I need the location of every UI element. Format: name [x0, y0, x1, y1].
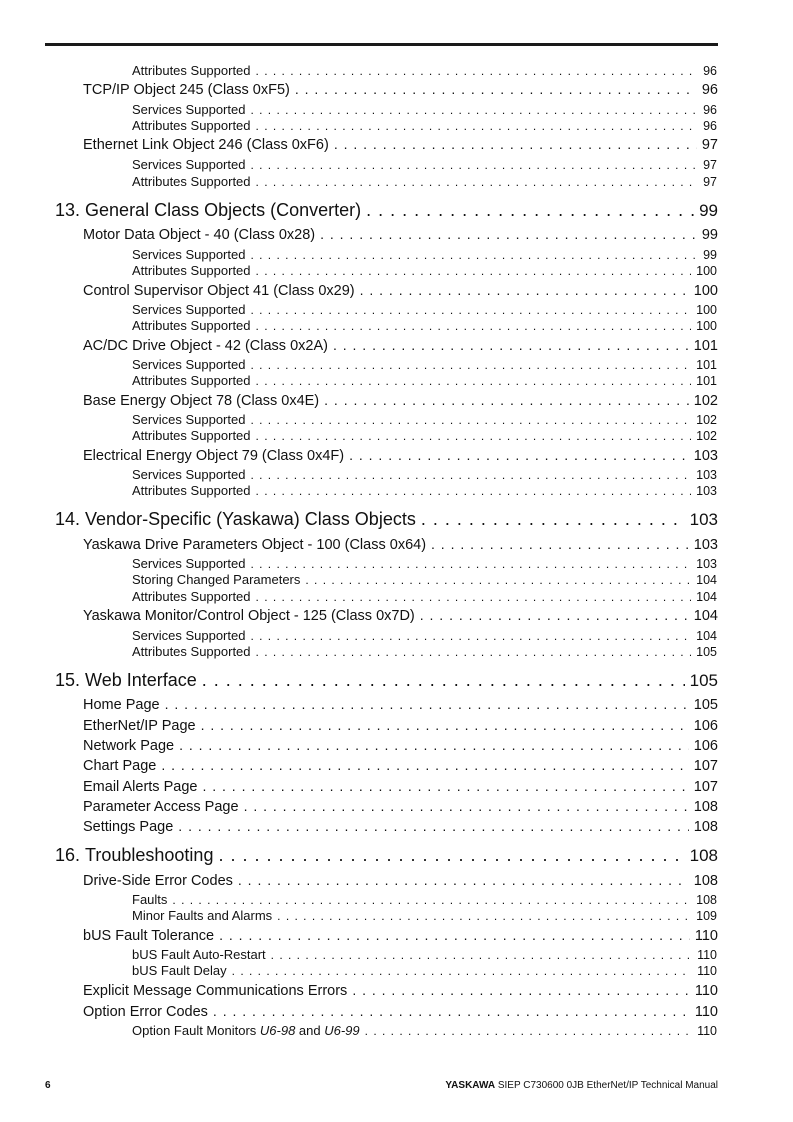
toc-entry-title: Settings Page — [83, 819, 174, 835]
toc-page-number: 102 — [696, 429, 717, 443]
toc-entry-title: Control Supervisor Object 41 (Class 0x29) — [83, 283, 355, 299]
toc-entry-title: Attributes Supported — [132, 174, 251, 189]
toc-entry-title: Storing Changed Parameters — [132, 572, 301, 587]
toc-entry[interactable] — [132, 483, 717, 499]
toc-page-number: 105 — [689, 671, 718, 690]
toc-entry[interactable] — [83, 226, 718, 244]
toc-leader — [256, 264, 692, 278]
toc-leader — [250, 303, 691, 317]
toc-page-number: 96 — [703, 119, 717, 133]
toc-page-number: 108 — [693, 819, 718, 835]
toc-page-number: 107 — [693, 758, 718, 774]
toc-leader — [256, 175, 699, 189]
toc-entry[interactable] — [83, 696, 718, 714]
toc-entry-title: EtherNet/IP Page — [83, 718, 196, 734]
toc-leader — [232, 964, 692, 978]
monitor-code: U6-98 — [259, 1023, 296, 1038]
toc-entry-title: Parameter Access Page — [83, 799, 239, 815]
toc-leader — [201, 717, 689, 733]
toc-entry-title: Services Supported — [132, 628, 246, 643]
toc-entry[interactable] — [83, 1003, 718, 1021]
toc-page-number: 97 — [701, 137, 718, 153]
toc-entry-title-prefix: Option Fault Monitors — [132, 1023, 260, 1038]
toc-leader — [172, 893, 691, 907]
toc-page-number: 99 — [699, 201, 718, 220]
toc-entry[interactable] — [132, 1023, 717, 1039]
toc-leader — [256, 319, 692, 333]
toc-leader — [360, 282, 689, 298]
toc-leader — [305, 573, 691, 587]
toc-entry[interactable] — [132, 247, 717, 263]
toc-entry-title: Yaskawa Monitor/Control Object - 125 (Class 0x7D) — [83, 608, 415, 624]
toc-leader — [431, 536, 689, 552]
toc-entry[interactable] — [83, 392, 718, 410]
toc-entry[interactable] — [83, 717, 718, 735]
toc-entry-title: Services Supported — [132, 412, 246, 427]
monitor-code: U6-99 — [324, 1023, 360, 1038]
toc-page-number: 110 — [697, 1024, 717, 1038]
toc-entry-title: Base Energy Object 78 (Class 0x4E) — [83, 393, 320, 409]
toc-leader — [161, 757, 688, 773]
toc-entry-title: Attributes Supported — [132, 644, 251, 659]
toc-entry[interactable] — [132, 908, 717, 924]
toc-entry[interactable] — [132, 947, 717, 963]
toc-entry-title: Yaskawa Drive Parameters Object - 100 (Class 0x64) — [83, 537, 427, 553]
toc-leader — [250, 468, 691, 482]
toc-entry-title: TCP/IP Object 245 (Class 0xF5) — [83, 82, 290, 98]
toc-entry-title: bUS Fault Auto-Restart — [132, 947, 266, 962]
toc-entry[interactable] — [132, 373, 717, 389]
toc-entry[interactable] — [83, 872, 718, 890]
toc-entry[interactable] — [132, 263, 717, 279]
toc-leader — [250, 103, 698, 117]
footer-brand: YASKAWA — [445, 1080, 496, 1091]
toc-page-number: 106 — [693, 738, 718, 754]
toc-page-number: 110 — [697, 964, 717, 978]
toc-entry[interactable] — [132, 157, 717, 173]
toc-leader — [244, 798, 689, 814]
toc-leader — [421, 509, 685, 530]
toc-entry[interactable] — [132, 644, 717, 660]
toc-page-number: 99 — [701, 227, 718, 243]
toc-entry-title: Services Supported — [132, 467, 246, 482]
toc-entry-title: Chart Page — [83, 758, 157, 774]
chapter-number: 15. — [55, 670, 81, 690]
toc-page-number: 108 — [693, 873, 718, 889]
toc-page-number: 101 — [696, 358, 717, 372]
toc-page-number: 101 — [696, 374, 717, 388]
chapter-number: 14. — [55, 509, 81, 529]
toc-entry-title: Faults — [132, 892, 168, 907]
toc-entry-title: Home Page — [83, 697, 160, 713]
toc-leader — [256, 429, 692, 443]
toc-page-number: 107 — [693, 779, 718, 795]
toc-page-number: 104 — [693, 608, 718, 624]
toc-entry[interactable] — [132, 628, 717, 644]
toc-entry[interactable] — [83, 337, 718, 355]
toc-page-number: 110 — [694, 928, 718, 944]
toc-entry-title-mid: and — [295, 1023, 325, 1038]
chapter-number: 16. — [55, 845, 81, 865]
toc-entry-title: AC/DC Drive Object - 42 (Class 0x2A) — [83, 338, 328, 354]
toc-leader — [420, 607, 689, 623]
toc-entry[interactable] — [132, 428, 717, 444]
toc-entry-title: Attributes Supported — [132, 318, 251, 333]
toc-entry[interactable] — [83, 447, 718, 465]
toc-entry-title: Web Interface — [85, 670, 197, 690]
toc-entry[interactable] — [83, 737, 718, 755]
toc-leader — [333, 337, 689, 353]
toc-entry[interactable] — [83, 757, 718, 775]
toc-leader — [271, 948, 692, 962]
toc-page-number: 96 — [703, 64, 717, 78]
toc-leader — [250, 413, 691, 427]
toc-entry-title: Services Supported — [132, 556, 246, 571]
toc-entry[interactable] — [132, 302, 717, 318]
toc-leader — [365, 1024, 692, 1038]
toc-page-number: 103 — [689, 510, 718, 529]
toc-page-number: 103 — [696, 484, 717, 498]
toc-chapter[interactable] — [55, 509, 718, 531]
toc-leader — [250, 158, 698, 172]
toc-leader — [238, 872, 689, 888]
toc-entry[interactable] — [83, 81, 718, 99]
toc-entry-title: bUS Fault Tolerance — [83, 928, 215, 944]
toc-entry-title: Option Error Codes — [83, 1004, 208, 1020]
toc-page-number: 108 — [689, 846, 718, 865]
toc-page-number: 101 — [693, 338, 718, 354]
toc-entry-title: Electrical Energy Object 79 (Class 0x4F) — [83, 448, 345, 464]
toc-entry-title: Minor Faults and Alarms — [132, 908, 273, 923]
toc-entry-title: Motor Data Object - 40 (Class 0x28) — [83, 227, 316, 243]
toc-entry-title: Attributes Supported — [132, 589, 251, 604]
toc-leader — [165, 696, 689, 712]
toc-entry-title: Attributes Supported — [132, 118, 251, 133]
toc-page-number: 110 — [694, 983, 718, 999]
toc-entry-title: Services Supported — [132, 357, 246, 372]
toc-leader — [324, 392, 689, 408]
toc-entry[interactable] — [132, 412, 717, 428]
toc-leader — [202, 778, 688, 794]
toc-leader — [334, 136, 697, 152]
toc-entry[interactable] — [83, 798, 718, 816]
toc-leader — [202, 670, 685, 691]
toc-chapter[interactable] — [55, 845, 718, 867]
toc-entry[interactable] — [132, 556, 717, 572]
toc-entry[interactable] — [132, 118, 717, 134]
toc-page-number: 103 — [696, 557, 717, 571]
toc-chapter[interactable] — [55, 200, 718, 222]
toc-entry-title: Drive-Side Error Codes — [83, 873, 233, 889]
toc-page-number: 108 — [693, 799, 718, 815]
toc-leader — [250, 248, 698, 262]
toc-page-number: 100 — [696, 264, 717, 278]
footer-manual-title — [445, 1080, 718, 1091]
toc-entry[interactable] — [132, 174, 717, 190]
toc-leader — [250, 557, 691, 571]
toc-page-number: 96 — [703, 103, 717, 117]
toc-page-number: 103 — [693, 448, 718, 464]
toc-leader — [320, 226, 697, 242]
toc-leader — [256, 374, 692, 388]
toc-page-number: 103 — [696, 468, 717, 482]
toc-entry[interactable] — [132, 589, 717, 605]
toc-leader — [256, 64, 699, 78]
toc-page-number: 104 — [696, 573, 717, 587]
toc-entry-title: Services Supported — [132, 102, 246, 117]
toc-page-number: 103 — [693, 537, 718, 553]
toc-page-number: 102 — [696, 413, 717, 427]
toc-page-number: 108 — [696, 893, 717, 907]
toc-entry-title: Services Supported — [132, 247, 246, 262]
toc-leader — [178, 818, 689, 834]
toc-page-number: 109 — [696, 909, 717, 923]
toc-entry[interactable] — [83, 536, 718, 554]
toc-entry[interactable] — [132, 102, 717, 118]
toc-leader — [352, 982, 690, 998]
toc-page-number: 100 — [693, 283, 718, 299]
toc-entry[interactable] — [132, 572, 717, 588]
toc-entry-title: Attributes Supported — [132, 483, 251, 498]
toc-entry-title: Attributes Supported — [132, 373, 251, 388]
chapter-number: 13. — [55, 200, 81, 220]
toc-page-number: 110 — [697, 948, 717, 962]
toc-entry[interactable] — [132, 892, 717, 908]
toc-page-number: 105 — [693, 697, 718, 713]
toc-leader — [277, 909, 691, 923]
toc-entry[interactable] — [132, 467, 717, 483]
toc-leader — [250, 358, 691, 372]
toc-entry-title: Email Alerts Page — [83, 779, 198, 795]
toc-entry-title: Network Page — [83, 738, 175, 754]
toc-leader — [219, 927, 690, 943]
toc-entry[interactable] — [83, 282, 718, 300]
footer-manual-name: SIEP C730600 0JB EtherNet/IP Technical Manual — [497, 1080, 718, 1091]
toc-page-number: 110 — [694, 1004, 718, 1020]
toc-page-number: 106 — [693, 718, 718, 734]
toc-page-number: 96 — [701, 82, 718, 98]
toc-page-number: 105 — [696, 645, 717, 659]
toc-page-number: 100 — [696, 303, 717, 317]
toc-page-number: 97 — [703, 175, 717, 189]
toc-leader — [295, 81, 697, 97]
toc-leader — [213, 1003, 690, 1019]
toc-entry-title: Attributes Supported — [132, 428, 251, 443]
toc-entry-title: General Class Objects (Converter) — [85, 200, 362, 220]
toc-page-number: 102 — [693, 393, 718, 409]
toc-entry[interactable] — [83, 136, 718, 154]
toc-entry[interactable] — [83, 982, 718, 1000]
toc-page-number: 104 — [696, 590, 717, 604]
toc-leader — [256, 645, 692, 659]
toc-entry-title: bUS Fault Delay — [132, 963, 227, 978]
toc-page-number: 104 — [696, 629, 717, 643]
toc-entry[interactable] — [132, 963, 717, 979]
toc-leader — [179, 737, 689, 753]
toc-leader — [256, 590, 692, 604]
toc-entry-title: Services Supported — [132, 302, 246, 317]
toc-leader — [366, 200, 694, 221]
footer-page-number: 6 — [45, 1080, 51, 1091]
toc-entry[interactable] — [83, 778, 718, 796]
toc-leader — [349, 447, 689, 463]
toc-entry[interactable] — [132, 63, 717, 79]
toc-entry-title: Attributes Supported — [132, 63, 251, 78]
toc-entry[interactable] — [83, 927, 718, 945]
toc-entry-title — [132, 1023, 360, 1038]
toc-leader — [218, 845, 684, 866]
toc-entry-title: Vendor-Specific (Yaskawa) Class Objects — [85, 509, 416, 529]
toc-chapter[interactable] — [55, 670, 718, 692]
toc-entry-title: Ethernet Link Object 246 (Class 0xF6) — [83, 137, 329, 153]
toc-entry-title: Services Supported — [132, 157, 246, 172]
toc-entry[interactable] — [83, 818, 718, 836]
toc-page-number: 97 — [703, 158, 717, 172]
toc-leader — [256, 484, 692, 498]
toc-entry[interactable] — [132, 318, 717, 334]
toc-entry-title: Attributes Supported — [132, 263, 251, 278]
toc-entry[interactable] — [83, 607, 718, 625]
toc-entry-title: Explicit Message Communications Errors — [83, 983, 348, 999]
toc-leader — [250, 629, 691, 643]
toc-page-number: 100 — [696, 319, 717, 333]
toc-page-number: 99 — [703, 248, 717, 262]
toc-entry-title: Troubleshooting — [85, 845, 214, 865]
toc-leader — [256, 119, 699, 133]
toc-entry[interactable] — [132, 357, 717, 373]
